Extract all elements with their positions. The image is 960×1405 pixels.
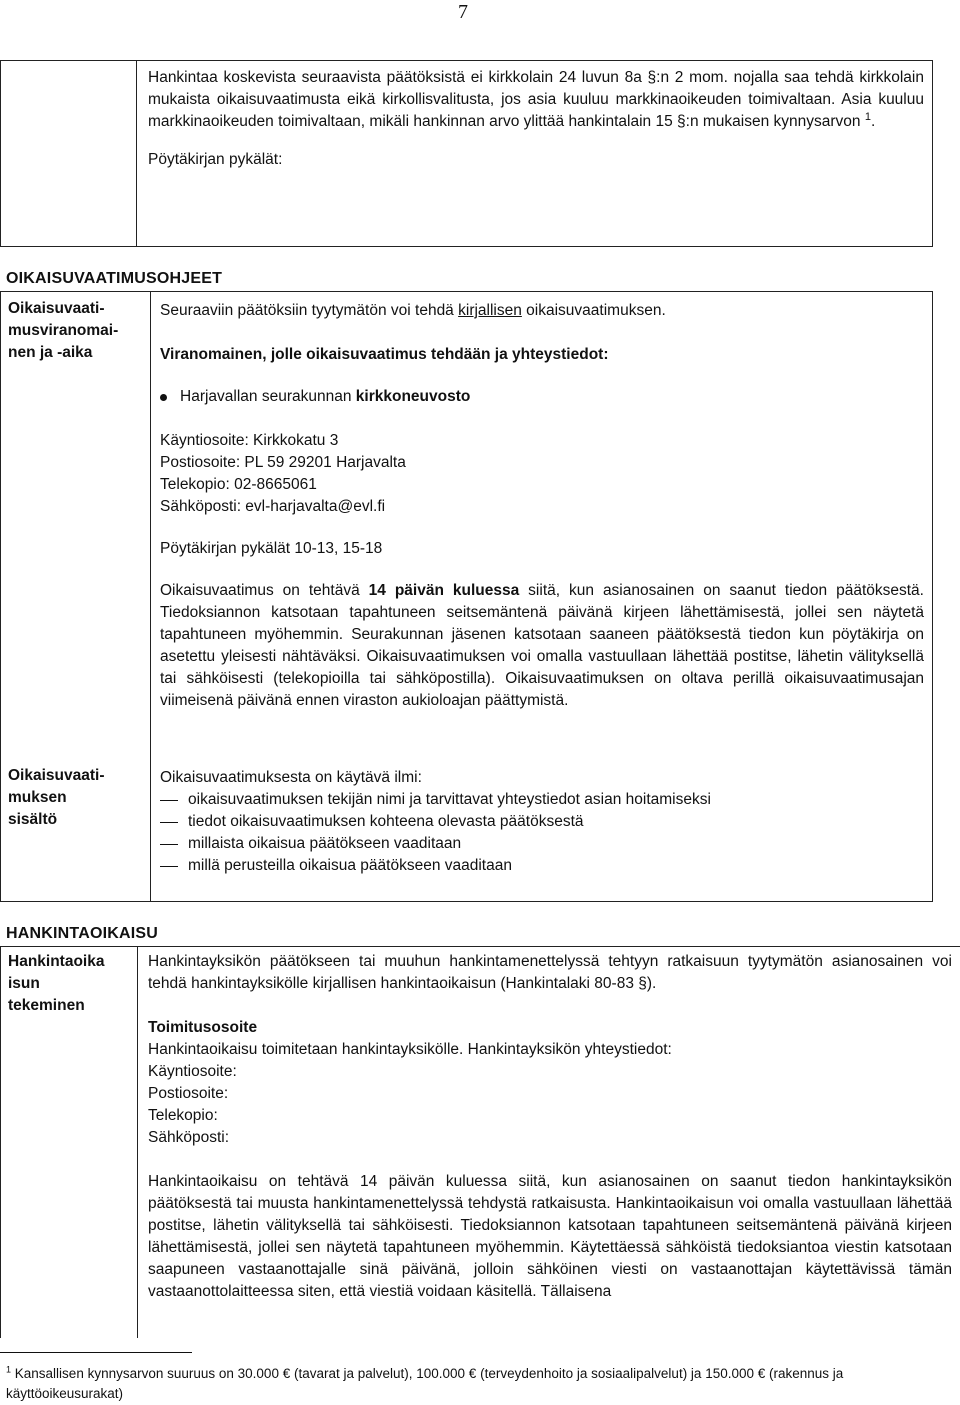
procurement-fax: Telekopio: <box>148 1107 218 1124</box>
appeal-intro: Seuraaviin päätöksiin tyytymätön voi tehdä kirjallisen oikaisuvaatimuksen. <box>160 302 666 319</box>
list-item: millä perusteilla oikaisua päätökseen vaaditaan <box>160 855 924 877</box>
procurement-deadline-paragraph: Hankintaoikaisu on tehtävä 14 päivän kuluessa siitä, kun asianosainen on saanut tiedon hankintayksikön päätöksestä tai muusta hankintamenettelyssä tehdystä ratkaisusta. Hankintaoikaisun voi omalla vastuullaan lähettää postitse, lähetin välityksellä tai sähköisesti. Tiedoksiannon katsotaan tapahtuneen seitsemäntenä päivänä kirjeen lähettämisestä, jollei sen näytetä tapahtuneen myöhemmin. Käytettäessä sähköistä tiedoksiantoa viestin katsotaan saapuneen vastaanottajalle sinä päivänä, jolloin sähköinen viesti on vastaanottajan käytettävissä tämän vastaanottolaitteessa siten, että viestiä voidaan käsitellä. Tällaisena <box>148 1173 952 1300</box>
appeal-deadline-paragraph: Oikaisuvaatimus on tehtävä 14 päivän kuluessa siitä, kun asianosainen on saanut tiedon päätöksestä. Tiedoksiannon katsotaan tapahtuneen seitsemäntenä päivänä kirjeen lähettämisestä, jollei sen näytetä tapahtuneen myöhemmin. Seurakunnan jäsenen katsotaan saaneen päätöksestä tiedon kun pöytäkirja on asetettu yleisesti nähtäväksi. Oikaisuvaatimuksen voi omalla vastuullaan lähettää postitse, lähetin välityksellä tai sähköisesti (telekopioilla tai sähköpostilla). Oikaisuvaatimuksen on oltava perillä oikaisuvaatimusajan viimeisenä päivänä ennen viraston aukioloajan päättymistä. <box>160 582 924 709</box>
authority-and-deadline-content <box>160 300 924 712</box>
dash-icon <box>160 800 178 801</box>
minutes-sections: Pöytäkirjan pykälät 10-13, 15-18 <box>160 540 383 557</box>
delivery-text: Hankintaoikaisu toimitetaan hankintayksikölle. Hankintayksikön yhteystiedot: <box>148 1041 672 1058</box>
appeal-instructions-heading: OIKAISUVAATIMUSOHJEET <box>6 270 223 287</box>
procurement-appeal-content <box>148 951 952 1303</box>
procurement-notice-box <box>0 60 933 247</box>
authority-list-item: Harjavallan seurakunnan kirkkoneuvosto <box>160 386 924 408</box>
procurement-postal-address: Postiosoite: <box>148 1085 229 1102</box>
appeal-content-label: Oikaisuvaati- muksen sisältö <box>8 767 105 828</box>
visiting-address: Käyntiosoite: Kirkkokatu 3 <box>160 432 339 449</box>
minutes-sections-label: Pöytäkirjan pykälät: <box>148 151 283 168</box>
delivery-address-heading: Toimitusosoite <box>148 1019 258 1036</box>
list-item: oikaisuvaatimuksen tekijän nimi ja tarvittavat yhteystiedot asian hoitamiseksi <box>160 789 924 811</box>
postal-address: Postiosoite: PL 59 29201 Harjavalta <box>160 454 406 471</box>
list-item: tiedot oikaisuvaatimuksen kohteena olevasta päätöksestä <box>160 811 924 833</box>
procurement-intro: Hankintayksikön päätökseen tai muuhun hankintamenettelyssä tehtyyn ratkaisuun tyytymätön asianosainen voi tehdä hankintayksikölle kirjallisen hankintaoikaisun (Hankintalaki 80-83 §). <box>148 953 952 992</box>
procurement-appeal-heading: HANKINTAOIKAISU <box>6 925 159 942</box>
dash-icon <box>160 822 178 823</box>
procurement-visiting-address: Käyntiosoite: <box>148 1063 237 1080</box>
appeal-content-intro: Oikaisuvaatimuksesta on käytävä ilmi: <box>160 769 422 786</box>
bullet-icon <box>160 394 167 401</box>
fax-number: Telekopio: 02-8665061 <box>160 476 317 493</box>
procurement-appeal-label: Hankintaoika isun tekeminen <box>8 953 105 1014</box>
authority-contact-heading: Viranomainen, jolle oikaisuvaatimus tehdään ja yhteystiedot: <box>160 346 609 363</box>
column-divider <box>136 61 137 246</box>
dash-icon <box>160 866 178 867</box>
dash-icon <box>160 844 178 845</box>
procurement-email: Sähköposti: <box>148 1129 229 1146</box>
footnote-rule <box>0 1352 192 1353</box>
procurement-notice-text: Hankintaa koskevista seuraavista päätöksistä ei kirkkolain 24 luvun 8a §:n 2 mom. nojalla saa tehdä kirkkolain mukaista oikaisuvaatimusta eikä kirkollisvalitusta, jos asia kuuluu markkinaoikeuden toimivaltaan. Asia kuuluu markkinaoikeuden toimivaltaan, mikäli hankinnan arvo ylittää hankintalain 15 §:n mukaisen kynnysarvon <box>148 69 924 130</box>
procurement-notice-content <box>148 67 924 171</box>
column-divider <box>150 292 151 901</box>
email-address: Sähköposti: evl-harjavalta@evl.fi <box>160 498 386 515</box>
procurement-notice-end: . <box>870 113 876 130</box>
authority-and-deadline-label: Oikaisuvaati- musviranomai- nen ja -aika <box>8 300 119 361</box>
list-item: millaista oikaisua päätökseen vaaditaan <box>160 833 924 855</box>
appeal-instructions-box <box>0 291 933 902</box>
written-emphasis: kirjallisen <box>458 302 522 319</box>
footnote-reference: 1 <box>864 110 871 123</box>
procurement-notice-paragraph <box>148 67 924 133</box>
procurement-appeal-box <box>0 946 960 1338</box>
column-divider <box>137 947 138 1338</box>
page-number: 7 <box>458 1 468 23</box>
footnote: $^1$ Kansallisen kynnysarvon suuruus on 30.000 € (tavarat ja palvelut), 100.000 € (terveydenhoito ja sosiaalipalvelut) ja 150.000 € (rakennus ja käyttöoikeusurakat) <box>6 1364 844 1401</box>
appeal-content-content <box>160 767 924 877</box>
